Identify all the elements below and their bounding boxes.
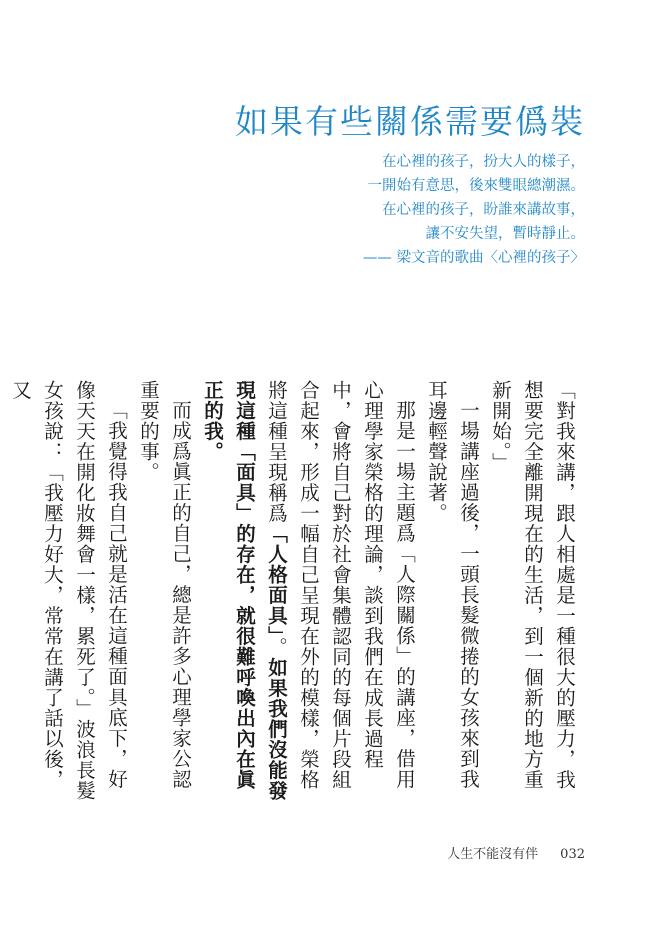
chapter-title: 如果有些關係需要僞裝	[235, 102, 585, 141]
paragraph-1: 「對我來講，跟人相處是一種很大的壓力，我想要完全離開現在的生活，到一個新的地方重新開始。」	[489, 380, 576, 790]
paragraph-5: 「我覺得我自己就是活在這種面具底下，好像天天在開化妝舞會一樣，累死了。」波浪長髮女孩說：「我壓力好大，常常在講了話以後，又	[9, 380, 128, 801]
persona-term: 「人格面具」	[265, 523, 288, 637]
paragraph-2: 一場講座過後，一頭長髮微捲的女孩來到我耳邊輕聲說著。	[425, 380, 480, 789]
epigraph	[185, 150, 585, 270]
page-footer	[425, 843, 585, 862]
paragraph-3-emphasis: 如果我們沒能發現這種「面具」的存在，就很難呼喚出內在眞正的我。	[201, 380, 288, 801]
paragraph-4: 而成爲眞正的自己，總是許多心理學家公認重要的事。	[137, 380, 192, 789]
epigraph-line: 一開始有意思，後來雙眼總潮濕。	[367, 178, 585, 194]
paragraph-3	[196, 380, 420, 805]
page-number: 032	[560, 847, 585, 862]
epigraph-line: 讓不安失望，暫時靜止。	[425, 226, 585, 242]
epigraph-line: 在心裡的孩子，扮大人的樣子，	[382, 154, 585, 170]
epigraph-attribution: —— 梁文音的歌曲〈心裡的孩子〉	[362, 250, 585, 266]
body-text	[9, 380, 580, 805]
paragraph-3-text: 那是一場主題爲「人際關係」的講座，借用心理學家榮格的理論，談到我們在成長過程中，會將自己對於社會集體認同的每個片段組合起來，形成一幅自己呈現在外的模樣，榮格將這種呈現稱爲	[265, 380, 416, 790]
book-title: 人生不能沒有伴	[447, 847, 539, 862]
paragraph-3-period: 。	[265, 636, 288, 658]
epigraph-line: 在心裡的孩子，盼誰來講故事，	[382, 202, 585, 218]
